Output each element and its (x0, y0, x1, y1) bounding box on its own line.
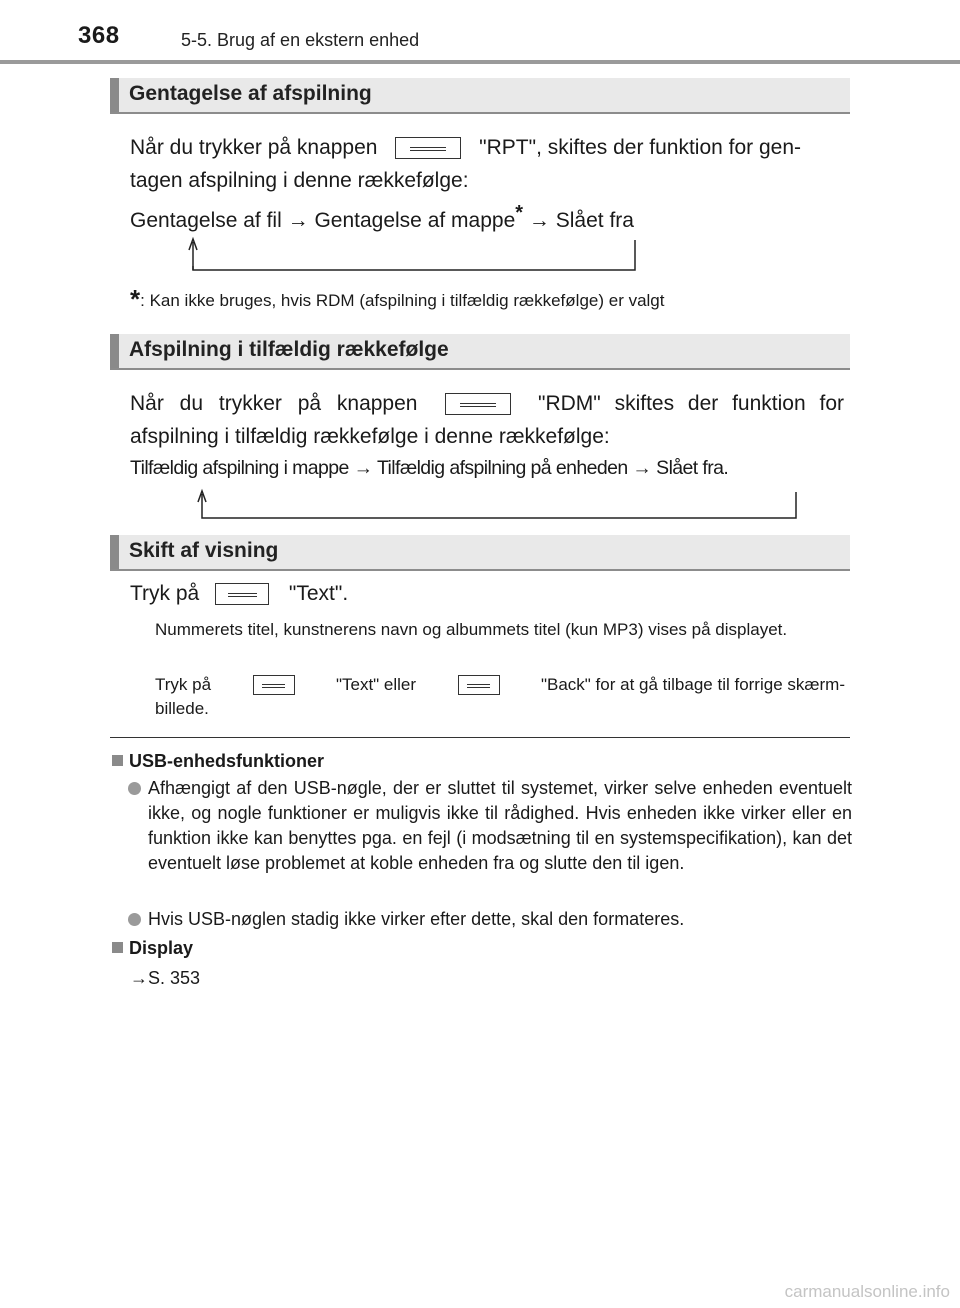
arrow-icon: → (287, 209, 309, 232)
section-header-repeat (110, 78, 850, 114)
section-title: Skift af visning (129, 539, 279, 562)
display-description: Nummerets titel, kunstnerens navn og albummets titel (kun MP3) vises på displayet. (155, 620, 788, 639)
random-line1 (130, 387, 844, 420)
back-button-icon (458, 675, 500, 695)
usb-note-2: Hvis USB-nøglen stadig ikke virker efter dette, skal den formateres. (148, 909, 685, 929)
seq-item: Slået fra. (656, 457, 729, 479)
divider (110, 737, 850, 738)
seq-item: Gentagelse af fil (130, 209, 282, 232)
text: "RDM" skiftes der funktion for (538, 392, 844, 415)
display-line1 (130, 577, 348, 610)
text-button-icon (253, 675, 295, 695)
section-header-display (110, 535, 850, 571)
usb-heading (112, 751, 324, 772)
rdm-button-icon (445, 393, 511, 415)
random-line2: afspilning i tilfældig rækkefølge i denne rækkefølge: (130, 425, 610, 448)
rpt-button-icon (395, 137, 461, 159)
arrow-icon: → (528, 209, 550, 232)
display-page-ref[interactable] (130, 966, 200, 990)
text: Tryk på (130, 582, 200, 605)
text: Når du trykker på knappen (130, 392, 418, 415)
square-bullet-icon (112, 755, 123, 766)
chapter-title: 5-5. Brug af en ekstern enhed (181, 30, 420, 50)
asterisk: * (515, 202, 524, 224)
asterisk: * (130, 284, 141, 314)
section-title: Afspilning i tilfældig rækkefølge (129, 338, 449, 361)
loop-arrow-icon (194, 488, 806, 522)
text: "Text" eller (335, 675, 417, 694)
seq-item: Tilfældig afspilning i mappe (130, 457, 349, 479)
loop-arrow-icon (185, 236, 645, 272)
repeat-line2: tagen afspilning i denne rækkefølge: (130, 169, 469, 192)
page-ref-text: S. 353 (148, 968, 201, 988)
header-rule (0, 60, 960, 64)
page-number: 368 (78, 22, 120, 49)
bullet-icon (128, 913, 141, 926)
heading-text: Display (129, 938, 194, 958)
arrow-icon: → (632, 457, 652, 479)
display-back-line2: billede. (155, 699, 209, 718)
seq-item: Gentagelse af mappe (314, 209, 516, 232)
repeat-footnote (130, 283, 665, 317)
text: "RPT", skiftes der funktion for gen- (479, 136, 802, 159)
text: "Back" for at gå tilbage til forrige skærm- (540, 675, 845, 694)
repeat-sequence (130, 197, 634, 237)
text: Tryk på (155, 675, 212, 694)
text: Når du trykker på knappen (130, 136, 378, 159)
square-bullet-icon (112, 942, 123, 953)
bullet-icon (128, 782, 141, 795)
display-back-line (155, 673, 845, 697)
arrow-icon: → (353, 457, 373, 479)
random-sequence (130, 452, 728, 485)
watermark: carmanualsonline.info (784, 1282, 950, 1301)
display-heading (112, 938, 193, 959)
text: "Text". (288, 582, 349, 605)
footnote-text: : Kan ikke bruges, hvis RDM (afspilning i tilfældig rækkefølge) er valgt (140, 291, 665, 310)
section-header-random (110, 334, 850, 370)
section-marker (110, 535, 119, 569)
heading-text: USB-enhedsfunktioner (129, 751, 325, 771)
seq-item: Tilfældig afspilning på enheden (376, 457, 628, 479)
usb-note-1: Afhængigt af den USB-nøgle, der er sluttet til systemet, virker selve enheden eventuelt ikke, og nogle funktioner er muligvis ikke til rådighed. Hvis enheden ikke virker eller en funktion ikke kan benyttes pga. en fejl (i modsætning til en systemspecifikation), kan det eventuelt løse problemet at koble enheden fra og slutte den til igen. (148, 778, 852, 873)
seq-item: Slået fra (555, 209, 634, 232)
repeat-line1 (130, 131, 801, 164)
arrow-icon: → (130, 968, 148, 988)
section-title: Gentagelse af afspilning (129, 82, 372, 105)
section-marker (110, 334, 119, 368)
text-button-icon (215, 583, 269, 605)
section-marker (110, 78, 119, 112)
